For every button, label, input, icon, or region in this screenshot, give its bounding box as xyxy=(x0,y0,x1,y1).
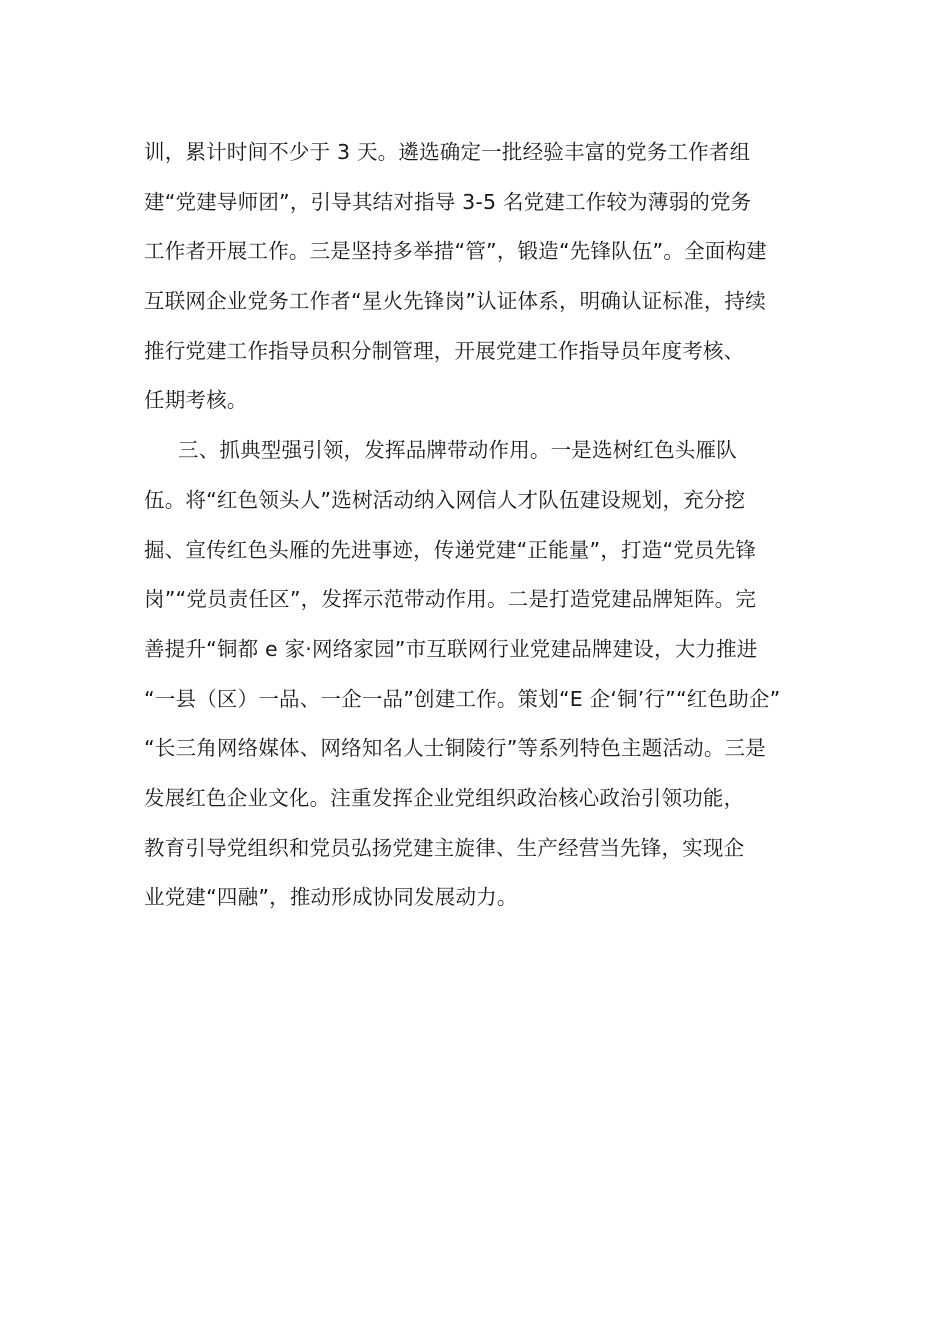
text-line: 发展红色企业文化。注重发挥企业党组织政治核心政治引领功能， xyxy=(144,785,745,810)
text-line: “一县（区）一品、一企一品”创建工作。策划“E 企‘铜’行”“红色助企” xyxy=(144,686,781,711)
text-line: 训，累计时间不少于 3 天。遴选确定一批经验丰富的党务工作者组 xyxy=(144,140,751,164)
text-line: 善提升“铜都 e 家·网络家园”市互联网行业党建品牌建设，大力推进 xyxy=(144,636,758,661)
text-line: 教育引导党组织和党员弘扬党建主旋律、生产经营当先锋，实现企 xyxy=(144,835,745,860)
text-line: “长三角网络媒体、网络知名人士铜陵行”等系列特色主题活动。三是 xyxy=(144,736,766,761)
text-line: 互联网企业党务工作者“星火先锋岗”认证体系，明确认证标准，持续 xyxy=(144,289,766,314)
text-line: 伍。将“红色领头人”选树活动纳入网信人才队伍建设规划，充分挖 xyxy=(144,487,746,512)
text-line: 业党建“四融”，推动形成协同发展动力。 xyxy=(144,885,518,910)
section-heading-line: 三、抓典型强引领，发挥品牌带动作用。一是选树红色头雁队 xyxy=(178,438,737,463)
text-line: 工作者开展工作。三是坚持多举措“管”，锻造“先锋队伍”。全面构建 xyxy=(144,239,767,264)
text-line: 建“党建导师团”，引导其结对指导 3-5 名党建工作较为薄弱的党务 xyxy=(144,189,752,214)
body-text xyxy=(144,128,816,923)
text-line: 岗”“党员责任区”，发挥示范带动作用。二是打造党建品牌矩阵。完 xyxy=(144,587,757,612)
text-line: 任期考核。 xyxy=(144,388,248,413)
text-line: 掘、宣传红色头雁的先进事迹，传递党建“正能量”，打造“党员先锋 xyxy=(144,537,757,562)
text-line: 推行党建工作指导员积分制管理，开展党建工作指导员年度考核、 xyxy=(144,338,745,363)
